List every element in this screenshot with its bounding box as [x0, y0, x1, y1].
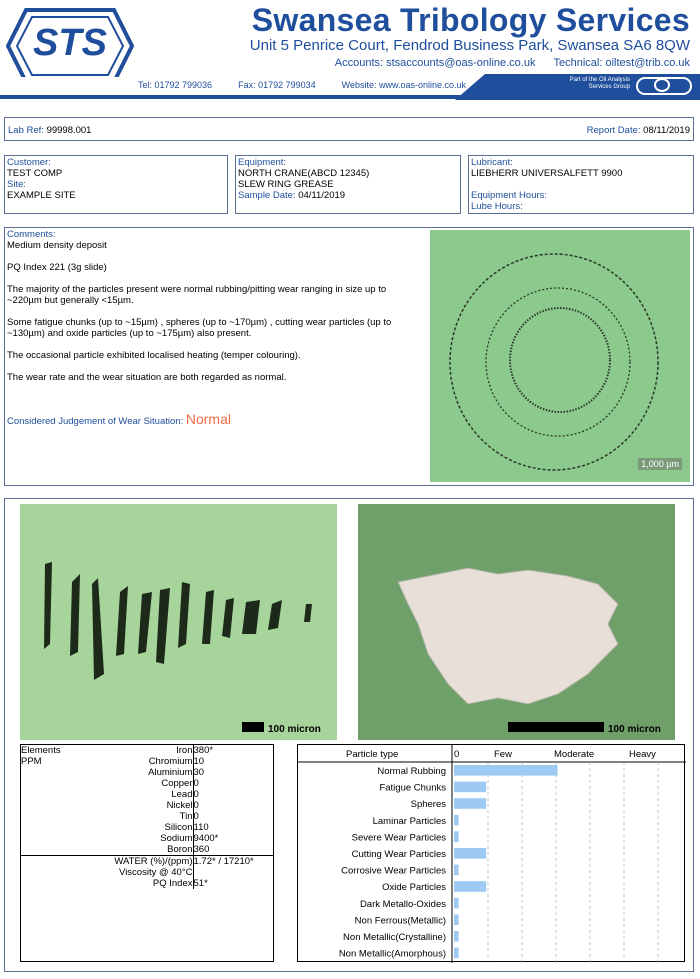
- particle-bar: [454, 848, 486, 859]
- oas-logo-mark: [654, 78, 670, 92]
- scale-label: Heavy: [629, 749, 656, 760]
- particle-bar: [454, 815, 459, 826]
- particle-category-label: Corrosive Wear Particles: [341, 865, 446, 877]
- element-name: Boron: [167, 844, 193, 855]
- extra-value: 1.72* / 17210*: [193, 856, 273, 868]
- scale-label: Moderate: [554, 749, 595, 760]
- accounts-email[interactable]: Accounts: stsaccounts@oas-online.co.uk: [334, 57, 536, 69]
- telephone: Tel: 01792 799036: [138, 80, 213, 90]
- element-value: 0: [193, 778, 273, 789]
- scale-label-right: 100 micron: [608, 724, 661, 735]
- scale-label-left: 100 micron: [268, 724, 321, 735]
- deposit-rings: [430, 230, 690, 482]
- elements-table: [20, 744, 274, 962]
- particle-bar: [454, 865, 459, 876]
- lubricant-info: Lubricant: LIEBHERR UNIVERSALFETT 9900 Equipment Hours: Lube Hours:: [471, 157, 623, 212]
- particle-category-label: Fatigue Chunks: [379, 782, 446, 794]
- element-name: Nickel: [166, 800, 193, 811]
- particle-bar: [454, 898, 459, 909]
- element-name: Iron: [176, 745, 193, 756]
- element-value: 9400*: [193, 833, 273, 844]
- scale-label: 1,000 µm: [638, 458, 682, 470]
- oxide-particle-micrograph: [358, 504, 675, 740]
- logo-text: STS: [33, 22, 107, 64]
- element-value: 0: [193, 800, 273, 811]
- judgement-value: Normal: [185, 411, 231, 427]
- equipment-info: Equipment: NORTH CRANE(ABCD 12345) SLEW RING GREASE Sample Date: 04/11/2019: [238, 157, 370, 201]
- particle-category-label: Non Metallic(Crystalline): [343, 932, 446, 943]
- extra-value: 51*: [193, 878, 273, 889]
- technical-email[interactable]: Technical: oiltest@trib.co.uk: [553, 57, 690, 69]
- extra-value: [193, 867, 273, 878]
- scale-label: Few: [494, 749, 512, 760]
- particle-chart-svg: [298, 745, 686, 963]
- element-value: 30: [193, 767, 273, 778]
- element-value: 110: [193, 822, 273, 833]
- company-address: Unit 5 Penrice Court, Fendrod Business Park, Swansea SA6 8QW: [249, 37, 690, 54]
- scale-bar-left: [242, 722, 264, 732]
- element-name: Sodium: [160, 833, 193, 844]
- customer-info: Customer: TEST COMP Site: EXAMPLE SITE: [7, 157, 76, 201]
- element-name: Copper: [161, 778, 193, 789]
- element-value: 10: [193, 756, 273, 767]
- particle-bar: [454, 948, 459, 959]
- element-name: Aluminium: [148, 767, 193, 778]
- particle-category-label: Severe Wear Particles: [351, 832, 446, 844]
- ppm-label: PPM: [21, 756, 42, 767]
- element-value: 360: [193, 844, 273, 856]
- particle-bar: [454, 914, 459, 925]
- particle-category-label: Non Metallic(Amorphous): [338, 948, 446, 960]
- scale-label: 0: [454, 749, 460, 760]
- company-title: Swansea Tribology Services: [251, 2, 690, 38]
- element-name: Lead: [171, 789, 193, 800]
- extra-name: Viscosity @ 40°C: [119, 867, 193, 878]
- report-date: Report Date: 08/11/2019: [586, 125, 690, 136]
- particle-type-header: Particle type: [346, 749, 399, 760]
- oxide-particle: [358, 504, 675, 740]
- particle-bar: [454, 765, 558, 776]
- phone-line: [138, 80, 492, 90]
- particle-bar: [454, 931, 459, 942]
- element-value: 380*: [193, 745, 273, 756]
- particle-bar: [454, 782, 486, 793]
- particle-bar: [454, 798, 486, 809]
- contact-emails: [200, 57, 690, 69]
- website-link[interactable]: Website: www.oas-online.co.uk: [341, 80, 467, 90]
- elements-header: Elements: [21, 745, 61, 756]
- scale-bar-right: [508, 722, 604, 732]
- particle-category-label: Laminar Particles: [372, 815, 446, 827]
- particle-category-label: Oxide Particles: [382, 882, 446, 894]
- particle-category-label: Dark Metallo-Oxides: [359, 898, 446, 910]
- particle-bar: [454, 831, 459, 842]
- element-name: Chromium: [148, 756, 193, 767]
- particle-category-label: Spheres: [410, 799, 446, 811]
- cutting-wear-micrograph: [20, 504, 337, 740]
- particle-category-label: Non Ferrous(Metallic): [354, 915, 446, 927]
- extra-name: WATER (%)/(ppm): [114, 856, 193, 867]
- particle-bar: [454, 881, 486, 892]
- element-value: 0: [193, 811, 273, 822]
- lab-ref: Lab Ref: 99998.001: [8, 125, 92, 136]
- wear-judgement: Considered Judgement of Wear Situation: Normal: [7, 411, 231, 427]
- fax: Fax: 01792 799034: [238, 80, 316, 90]
- group-text: Part of the Oil Analysis Services Group: [569, 77, 630, 90]
- extra-name: PQ Index: [152, 878, 193, 889]
- particle-streaks: [20, 504, 337, 740]
- comments-text: Comments: Medium density deposit PQ Index 221 (3g slide) The majority of the particles present were normal rubbing/pitting wear ranging in size up to ~220µm but generally <15µm. Some fatigue chunks (up to ~15µm) , spheres (up to ~170µm) , cutting wear particles (up to ~130µm) and oxide particles (up to ~175µm) also present. The occasional particle exhibited localised heating (temper colouring). The wear rate and the wear situation are both regarded as normal.: [7, 229, 392, 383]
- particle-category-label: Cutting Wear Particles: [351, 849, 446, 860]
- element-name: Silicon: [164, 822, 193, 833]
- deposit-micrograph: [430, 230, 690, 482]
- element-name: Tin: [179, 811, 193, 822]
- particle-type-chart: [297, 744, 685, 962]
- particle-category-label: Normal Rubbing: [377, 766, 446, 777]
- element-value: 0: [193, 789, 273, 800]
